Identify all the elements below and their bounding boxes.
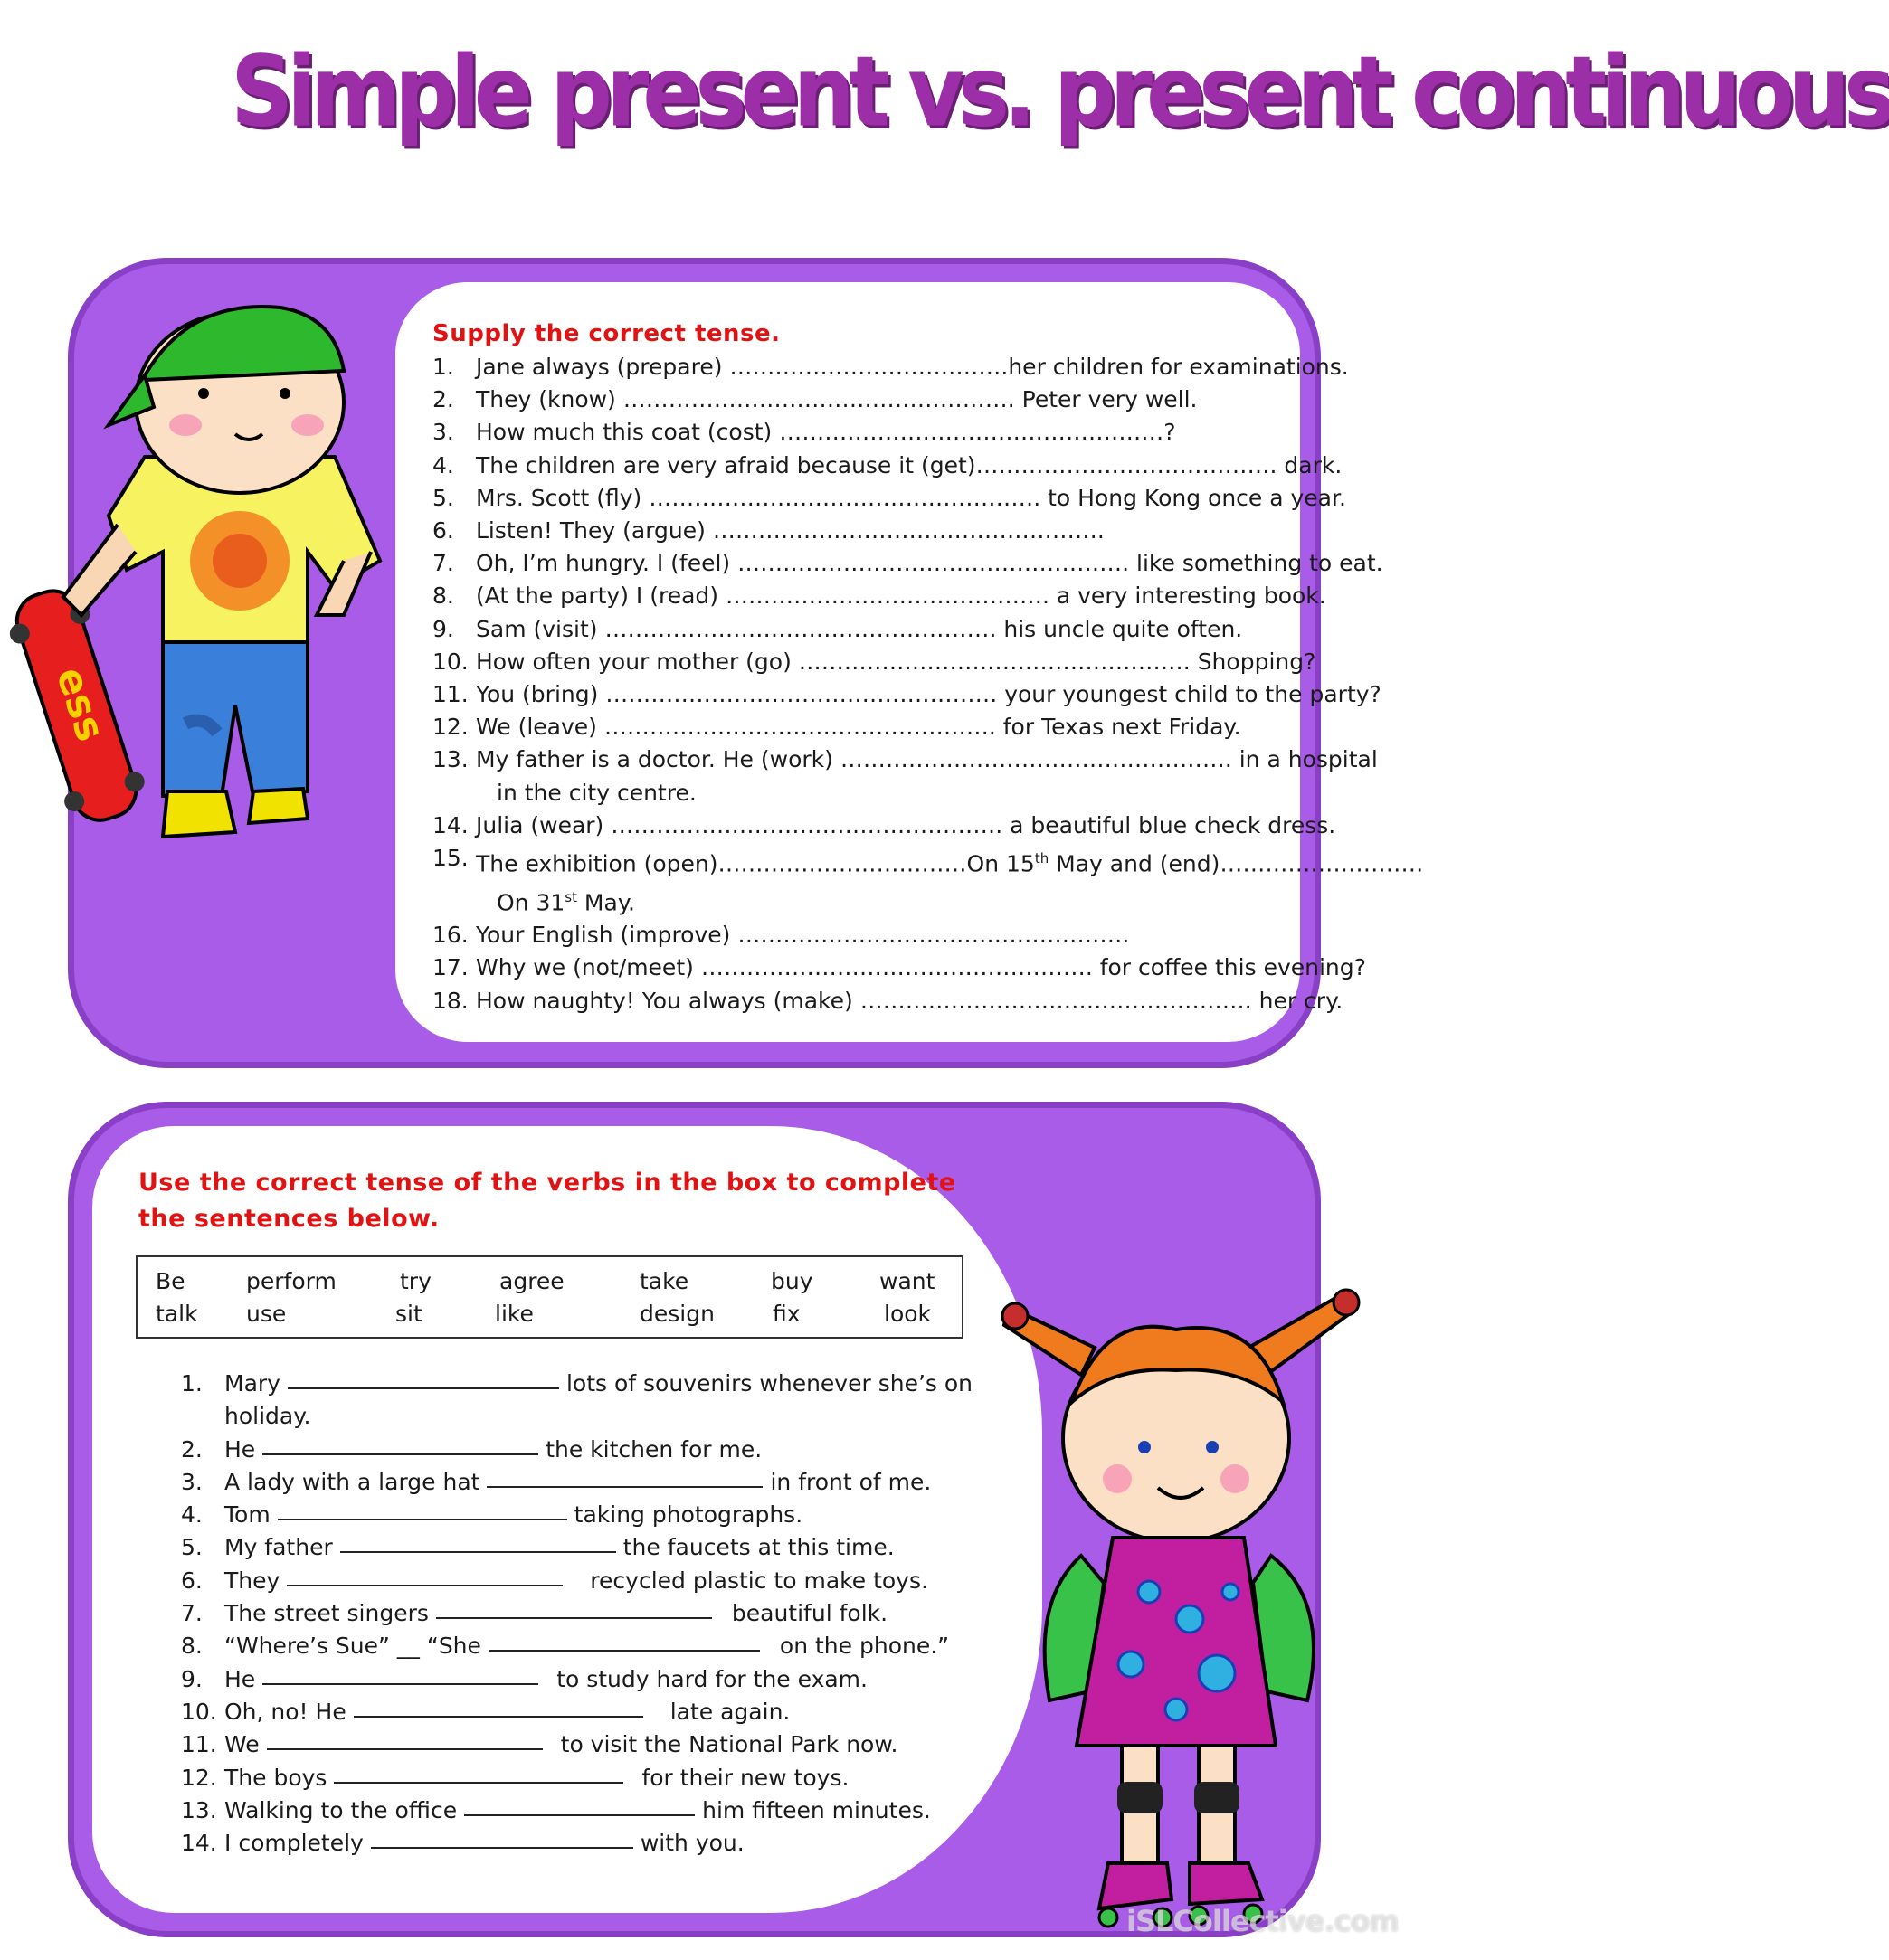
answer-blank[interactable] [436, 1597, 712, 1619]
exercise1-heading: Supply the correct tense. [432, 320, 781, 347]
list-item-continuation: in the city centre. [497, 779, 697, 806]
list-item: 2. He the kitchen for me. [181, 1434, 977, 1466]
list-item: 16. Your English (improve) ……………………………………………. [432, 922, 1130, 949]
list-item: 15. The exhibition (open)……………………………On 15th May and (end)……………………… [432, 845, 1424, 877]
verb-word: agree [499, 1268, 565, 1294]
exercise2-list [181, 1368, 977, 1860]
verb-word: like [495, 1301, 534, 1327]
list-item: 4. Tom taking photographs. [181, 1499, 977, 1531]
answer-blank[interactable] [334, 1762, 623, 1784]
list-item: 14. I completely with you. [181, 1827, 977, 1860]
answer-blank[interactable] [278, 1499, 567, 1520]
answer-blank[interactable] [262, 1434, 538, 1455]
list-item: 8. “Where’s Sue” __ “She on the phone.” [181, 1630, 977, 1662]
verb-word: Be [156, 1268, 185, 1294]
answer-blank[interactable] [489, 1630, 760, 1652]
list-item: 6. They recycled plastic to make toys. [181, 1565, 977, 1597]
watermark: iSLCollective.com [1126, 1904, 1399, 1938]
list-item: 2. They (know) ……………………………………………. Peter very well. [432, 386, 1198, 413]
list-item: 12. The boys for their new toys. [181, 1762, 977, 1794]
list-item-continuation: On 31st May. [497, 888, 635, 915]
list-item: 9. Sam (visit) ……………………………………………. his uncle quite often. [432, 615, 1243, 642]
girl-rollerskates-illustration [995, 1275, 1366, 1945]
svg-text:ess: ess [46, 661, 114, 747]
verb-word: talk [156, 1301, 198, 1327]
answer-blank[interactable] [371, 1827, 633, 1849]
list-item: 4. The children are very afraid because it (get)…………………………………. dark. [432, 451, 1343, 478]
verb-word: want [879, 1268, 935, 1294]
verb-word: design [640, 1301, 715, 1327]
list-item: 13. My father is a doctor. He (work) ……………………………………………. in a hospital [432, 746, 1378, 773]
list-item: 11. You (bring) ……………………………………………. your youngest child to the party? [432, 681, 1381, 708]
list-item: 9. He to study hard for the exam. [181, 1663, 977, 1696]
list-item: 5. Mrs. Scott (fly) ……………………………………………. to Hong Kong once a year. [432, 484, 1346, 511]
list-item: 10. How often your mother (go) ……………………………………………. Shopping? [432, 648, 1316, 675]
list-item: 1. Jane always (prepare) ……………………………….her children for examinations. [432, 354, 1349, 380]
list-item: 10. Oh, no! He late again. [181, 1696, 977, 1728]
list-item: 7. Oh, I’m hungry. I (feel) ……………………………………………. like something to eat. [432, 550, 1383, 577]
verb-word: fix [773, 1301, 801, 1327]
answer-blank[interactable] [267, 1728, 543, 1750]
list-item: 13. Walking to the office him fifteen minutes. [181, 1794, 977, 1827]
answer-blank[interactable] [288, 1368, 559, 1389]
answer-blank[interactable] [464, 1794, 695, 1816]
verb-word: look [884, 1301, 932, 1327]
list-item: 5. My father the faucets at this time. [181, 1531, 977, 1564]
answer-blank[interactable] [262, 1663, 538, 1685]
verb-box [136, 1255, 963, 1339]
list-item: 14. Julia (wear) ……………………………………………. a beautiful blue check dress. [432, 811, 1336, 838]
exercise1-list [432, 351, 1424, 1018]
list-item: 12. We (leave) ……………………………………………. for Texas next Friday. [432, 714, 1241, 741]
verb-word: take [640, 1268, 689, 1294]
answer-blank[interactable] [287, 1565, 563, 1586]
list-item: 8. (At the party) I (read) ……………………………………. a very interesting book. [432, 582, 1326, 610]
verb-word: sit [395, 1301, 422, 1327]
verb-word: use [246, 1301, 287, 1327]
verb-word: perform [246, 1268, 337, 1294]
page-title: Simple present vs. present continuous [231, 35, 1889, 149]
verb-word: buy [771, 1268, 813, 1294]
list-item: 17. Why we (not/meet) ……………………………………………. for coffee this evening? [432, 954, 1366, 981]
list-item: 6. Listen! They (argue) ……………………………………………. [432, 517, 1105, 544]
answer-blank[interactable] [340, 1531, 616, 1553]
list-item: 3. A lady with a large hat in front of me. [181, 1466, 977, 1499]
list-item: 11. We to visit the National Park now. [181, 1728, 977, 1761]
answer-blank[interactable] [487, 1466, 763, 1488]
answer-blank[interactable] [354, 1696, 643, 1718]
verb-word: try [400, 1268, 432, 1294]
boy-skateboard-illustration [9, 289, 389, 850]
list-item: 18. How naughty! You always (make) ……………………………………………. her cry. [432, 987, 1343, 1014]
list-item: 7. The street singers beautiful folk. [181, 1597, 977, 1630]
list-item: 3. How much this coat (cost) ……………………………………………? [432, 419, 1176, 446]
list-item: 1. Mary lots of souvenirs whenever she’s on [181, 1368, 977, 1400]
list-item-continuation: holiday. [224, 1403, 311, 1430]
exercise2-heading: Use the correct tense of the verbs in the box to complete the sentences below. [138, 1169, 956, 1233]
